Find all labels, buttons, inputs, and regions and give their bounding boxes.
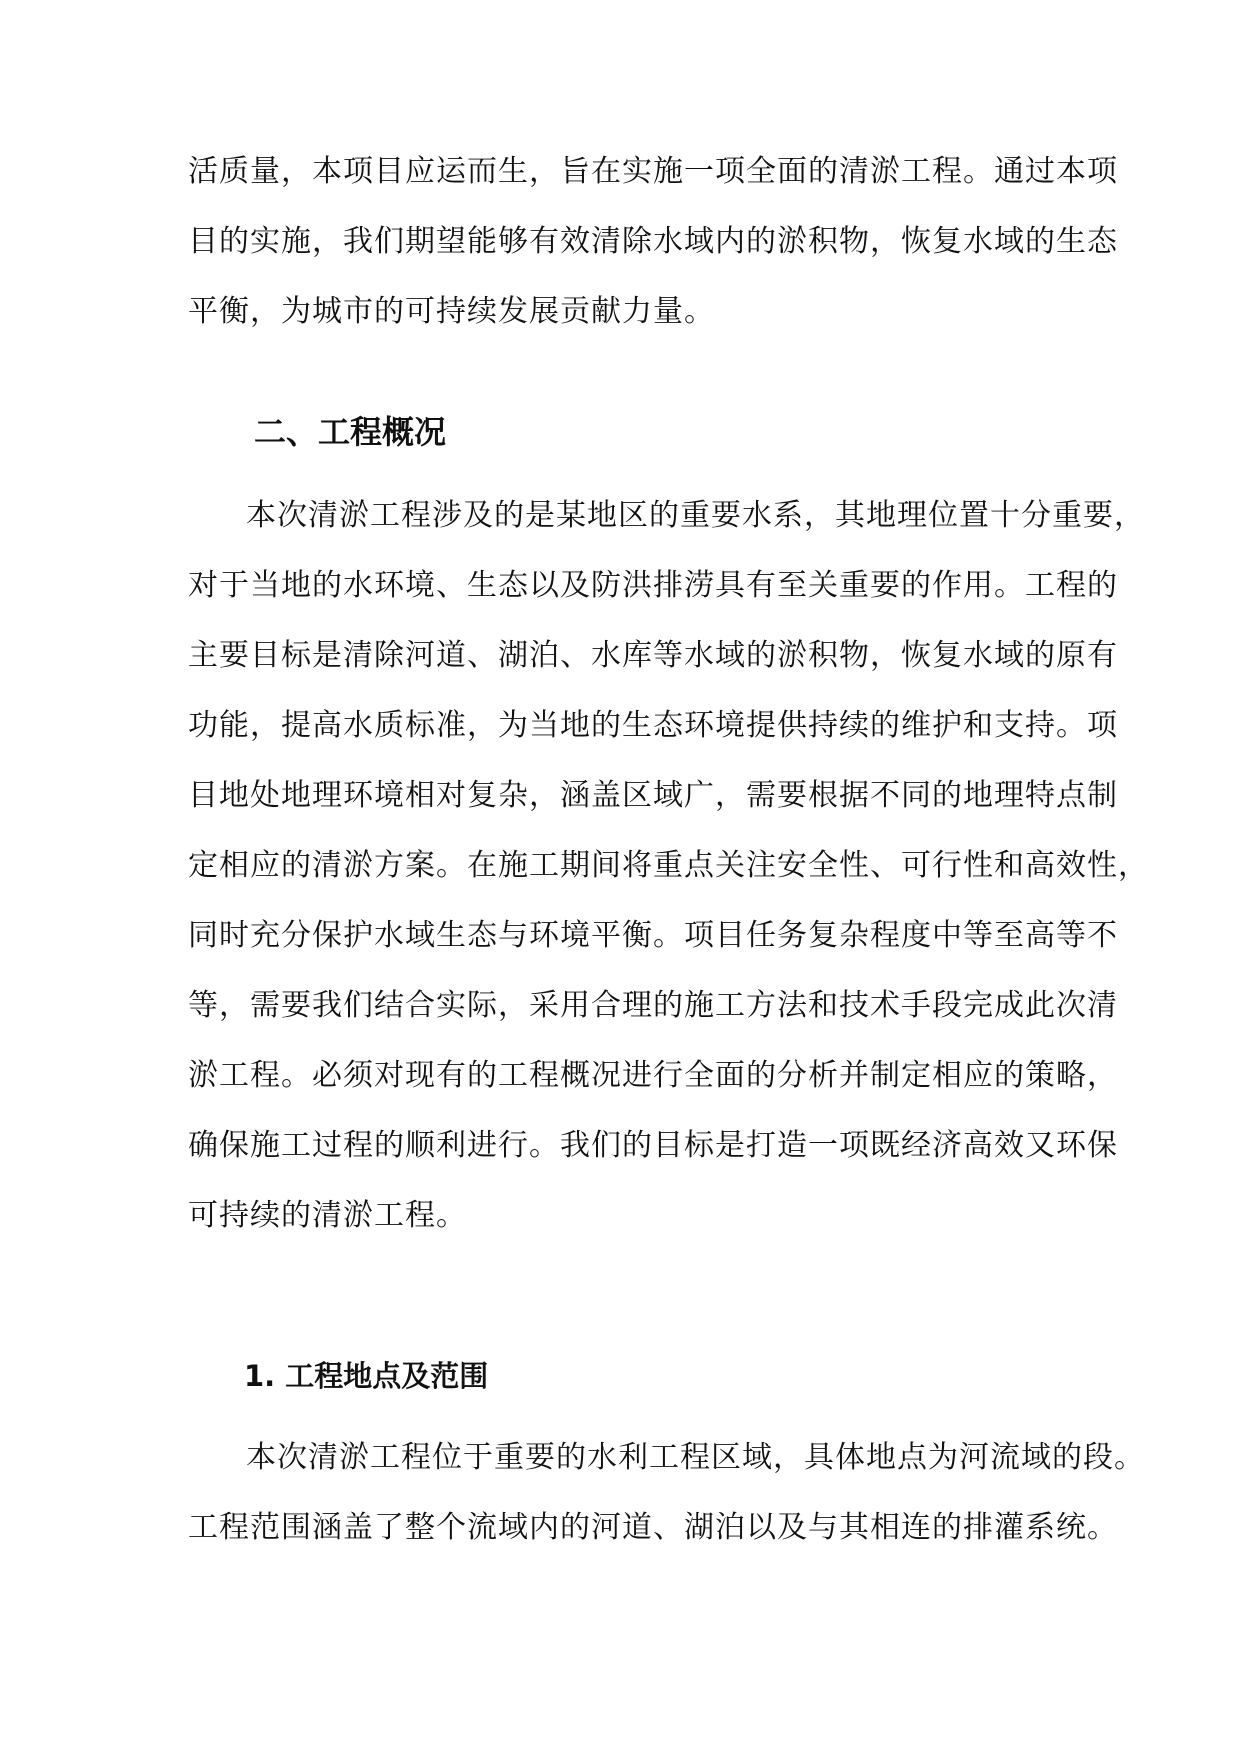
section-heading: 二、工程概况 xyxy=(254,413,447,451)
section-paragraph-line: 淤工程。必须对现有的工程概况进行全面的分析并制定相应的策略， xyxy=(188,1058,1118,1093)
section-paragraph-line: 本次清淤工程涉及的是某地区的重要水系，其地理位置十分重要， xyxy=(246,498,1145,533)
intro-line-2: 目的实施，我们期望能够有效清除水域内的淤积物，恢复水域的生态 xyxy=(188,224,1118,259)
intro-line-1: 活质量，本项目应运而生，旨在实施一项全面的清淤工程。通过本项 xyxy=(188,154,1118,189)
section-paragraph-line: 目地处地理环境相对复杂，涵盖区域广，需要根据不同的地理特点制 xyxy=(188,778,1118,813)
section-paragraph-line: 同时充分保护水域生态与环境平衡。项目任务复杂程度中等至高等不 xyxy=(188,918,1118,953)
section-paragraph-line: 功能，提高水质标准，为当地的生态环境提供持续的维护和支持。项 xyxy=(188,708,1118,743)
section-paragraph-line: 可持续的清淤工程。 xyxy=(188,1198,467,1233)
section-paragraph-line: 对于当地的水环境、生态以及防洪排涝具有至关重要的作用。工程的 xyxy=(188,568,1118,603)
subsection-paragraph-line: 本次清淤工程位于重要的水利工程区域，具体地点为河流域的段。 xyxy=(246,1440,1145,1475)
section-paragraph-line: 定相应的清淤方案。在施工期间将重点关注安全性、可行性和高效性， xyxy=(188,848,1149,883)
subsection-paragraph-line: 工程范围涵盖了整个流域内的河道、湖泊以及与其相连的排灌系统。 xyxy=(188,1510,1118,1545)
intro-line-3: 平衡，为城市的可持续发展贡献力量。 xyxy=(188,294,715,329)
section-paragraph-line: 等，需要我们结合实际，采用合理的施工方法和技术手段完成此次清 xyxy=(188,988,1118,1023)
section-paragraph-line: 确保施工过程的顺利进行。我们的目标是打造一项既经济高效又环保 xyxy=(188,1128,1118,1163)
section-paragraph-line: 主要目标是清除河道、湖泊、水库等水域的淤积物，恢复水域的原有 xyxy=(188,638,1118,673)
subsection-heading: 1. 工程地点及范围 xyxy=(244,1359,489,1393)
